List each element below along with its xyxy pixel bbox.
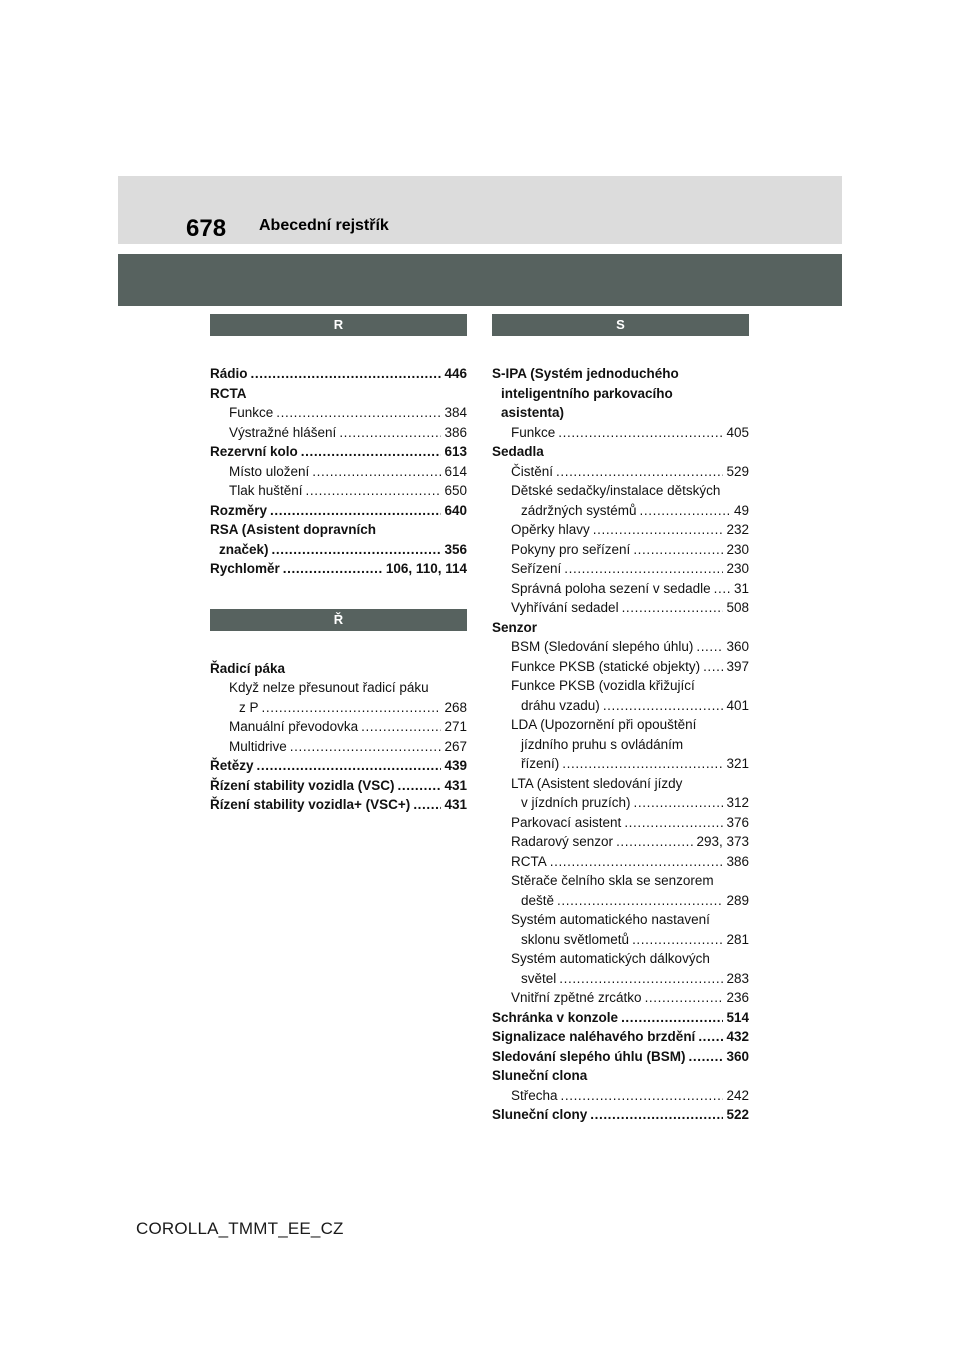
- index-entry-label: jízdního pruhu s ovládáním: [521, 736, 684, 752]
- index-entry: [492, 735, 749, 755]
- index-entry-page: 289: [726, 892, 749, 908]
- index-entry-label: Tlak huštění: [229, 483, 303, 498]
- index-entry-label: Multidrive: [229, 738, 287, 754]
- index-entry: [492, 949, 749, 969]
- index-entry: [210, 403, 467, 423]
- index-entry-page: 360: [726, 639, 749, 654]
- letter-heading: Ř: [210, 609, 467, 631]
- dot-leader: [559, 969, 723, 989]
- dot-leader: [593, 520, 724, 540]
- dot-leader: [622, 598, 724, 618]
- index-entry: [210, 364, 467, 384]
- index-entry-label: dráhu vzadu): [521, 697, 600, 713]
- index-entry-label: Rádio: [210, 366, 248, 381]
- index-entry-page: 432: [726, 1029, 749, 1044]
- index-entry-label: značek): [219, 541, 269, 557]
- dot-leader: [257, 756, 442, 776]
- index-entry: [210, 678, 467, 698]
- index-entry: [492, 813, 749, 833]
- index-entry-label: Sedadla: [492, 444, 544, 459]
- index-entry-page: 401: [726, 697, 749, 713]
- index-entry-label: RCTA: [511, 853, 547, 869]
- dot-leader: [276, 403, 441, 423]
- index-entry-page: 514: [726, 1009, 749, 1025]
- index-entry-label: Střecha: [511, 1087, 558, 1103]
- index-entry: [492, 774, 749, 794]
- index-entry-page: 271: [444, 719, 467, 734]
- index-entry: [210, 659, 467, 679]
- index-entry: [210, 384, 467, 404]
- index-entry-label: Rozměry: [210, 502, 268, 518]
- index-entry: [492, 1047, 749, 1067]
- index-entry: [492, 793, 749, 813]
- dot-leader: [556, 462, 723, 482]
- index-entry-page: 386: [444, 424, 467, 440]
- index-entry-label: Řízení stability vozidla+ (VSC+): [210, 797, 411, 812]
- index-entry-page: 232: [726, 522, 749, 537]
- index-entry-page: 386: [726, 853, 749, 869]
- index-entry: [492, 988, 749, 1008]
- dot-leader: [339, 423, 441, 443]
- index-entry-page: 356: [444, 541, 467, 557]
- index-entry: [492, 832, 749, 852]
- index-entry: [492, 520, 749, 540]
- index-entry-label: asistenta): [501, 405, 565, 420]
- index-entry-label: Výstražné hlášení: [229, 424, 337, 440]
- section-title: Abecední rejstřík: [259, 217, 389, 234]
- index-entry: [492, 657, 749, 677]
- index-entry-label: deště: [521, 892, 555, 908]
- index-entry: [210, 559, 467, 579]
- index-entry-label: Správná poloha sezení v sedadle: [511, 580, 711, 596]
- index-entry-label: Parkovací asistent: [511, 814, 622, 830]
- index-entry-page: 640: [444, 502, 467, 518]
- index-entry: [210, 423, 467, 443]
- dot-leader: [283, 559, 383, 579]
- index-entry-label: Vyhřívání sedadel: [511, 600, 619, 615]
- index-entry-page: 376: [726, 814, 749, 830]
- dot-leader: [558, 423, 723, 443]
- index-entry-label: Radarový senzor: [511, 834, 614, 849]
- index-entry-page: 522: [726, 1107, 749, 1122]
- index-entry-label: Čistění: [511, 463, 554, 479]
- dot-leader: [306, 481, 442, 501]
- index-entry-label: Seřízení: [511, 561, 562, 576]
- letter-heading: S: [492, 314, 749, 336]
- dot-leader: [645, 988, 724, 1008]
- letter-spacer: [210, 631, 467, 659]
- index-entry-page: 650: [444, 483, 467, 498]
- index-entry-label: Vnitřní zpětné zrcátko: [511, 990, 642, 1005]
- index-entry-label: Manuální převodovka: [229, 719, 359, 734]
- index-entry-label: LDA (Upozornění při opouštění: [511, 717, 697, 732]
- index-entry: [492, 423, 749, 443]
- index-entry-page: 268: [444, 699, 467, 715]
- index-entry-label: RCTA: [210, 385, 247, 401]
- index-entry-label: Signalizace naléhavého brzdění: [492, 1029, 696, 1044]
- index-entry-page: 439: [444, 758, 467, 773]
- index-entry: [210, 698, 467, 718]
- index-entry: [492, 930, 749, 950]
- index-entry: [492, 540, 749, 560]
- dot-leader: [714, 579, 731, 599]
- index-entry: [210, 717, 467, 737]
- index-entry-page: 446: [444, 366, 467, 381]
- dot-leader: [634, 793, 724, 813]
- dot-leader: [640, 501, 731, 521]
- index-entry: [492, 462, 749, 482]
- index-entry: [210, 756, 467, 776]
- header-dark-band: [118, 254, 842, 306]
- dot-leader: [398, 776, 442, 796]
- index-entry: [492, 1066, 749, 1086]
- index-entry: [210, 520, 467, 540]
- index-column-left: [210, 314, 467, 815]
- index-entry-page: 405: [726, 424, 749, 440]
- dot-leader: [621, 1008, 723, 1028]
- index-entry-label: Sluneční clona: [492, 1068, 588, 1083]
- index-column-right: [492, 314, 749, 1125]
- index-entry-label: Schránka v konzole: [492, 1009, 619, 1025]
- dot-leader: [290, 737, 442, 757]
- dot-leader: [550, 852, 724, 872]
- index-entry-label: řízení): [521, 756, 560, 771]
- index-entry-label: světel: [521, 970, 557, 986]
- index-entry: [492, 1105, 749, 1125]
- dot-leader: [703, 657, 723, 677]
- dot-leader: [251, 364, 442, 384]
- index-entry: [492, 481, 749, 501]
- dot-leader: [564, 559, 723, 579]
- dot-leader: [561, 1086, 724, 1106]
- index-entry-page: 613: [444, 444, 467, 459]
- index-entry-label: Funkce: [511, 424, 556, 440]
- index-entry-page: 614: [444, 463, 467, 479]
- index-entry-page: 384: [444, 405, 467, 420]
- index-entry-label: Opěrky hlavy: [511, 522, 590, 537]
- dot-leader: [632, 930, 723, 950]
- index-entry: [492, 969, 749, 989]
- index-entry: [210, 795, 467, 815]
- dot-leader: [590, 1105, 723, 1125]
- index-entry-label: Stěrače čelního skla se senzorem: [511, 873, 714, 888]
- index-entry-label: Systém automatického nastavení: [511, 912, 710, 927]
- letter-spacer: [492, 336, 749, 364]
- index-entry-label: Řadicí páka: [210, 660, 286, 676]
- index-entry-label: Rychloměr: [210, 561, 280, 576]
- index-entry-label: Sluneční clony: [492, 1107, 588, 1122]
- dot-leader: [698, 1027, 723, 1047]
- dot-leader: [270, 501, 441, 521]
- index-entry: [492, 1008, 749, 1028]
- index-entry-label: Řízení stability vozidla (VSC): [210, 777, 395, 793]
- dot-leader: [312, 462, 441, 482]
- dot-leader: [301, 442, 442, 462]
- dot-leader: [603, 696, 724, 716]
- index-entry: [210, 442, 467, 462]
- index-entry: [492, 871, 749, 891]
- dot-leader: [624, 813, 723, 833]
- index-entry-label: inteligentního parkovacího: [501, 385, 673, 401]
- index-entry-label: Funkce PKSB (statické objekty): [511, 658, 701, 674]
- index-entry-page: 397: [726, 658, 749, 674]
- index-entry-label: zádržných systémů: [521, 502, 637, 518]
- index-entry-page: 529: [726, 463, 749, 479]
- page-number: 678: [186, 215, 227, 242]
- index-entry-page: 321: [726, 756, 749, 771]
- dot-leader: [413, 795, 441, 815]
- footer-model-code: COROLLA_TMMT_EE_CZ: [136, 1219, 344, 1238]
- dot-leader: [633, 540, 723, 560]
- index-entry: [492, 442, 749, 462]
- index-entry-label: Rezervní kolo: [210, 444, 298, 459]
- index-entry-page: 242: [726, 1087, 749, 1103]
- index-entry: [492, 403, 749, 423]
- index-entry: [210, 481, 467, 501]
- index-entry: [492, 891, 749, 911]
- index-entry: [492, 637, 749, 657]
- index-entry-page: 236: [726, 990, 749, 1005]
- index-entry: [492, 1027, 749, 1047]
- index-entry: [492, 559, 749, 579]
- dot-leader: [696, 637, 723, 657]
- index-entry-label: Sledování slepého úhlu (BSM): [492, 1048, 686, 1064]
- index-entry-label: sklonu světlometů: [521, 931, 630, 947]
- dot-leader: [262, 698, 442, 718]
- index-entry-page: 230: [726, 541, 749, 557]
- index-entry: [492, 579, 749, 599]
- header-band: [118, 176, 842, 244]
- index-entry: [492, 618, 749, 638]
- index-entry-page: 31: [733, 580, 749, 596]
- index-entry-label: RSA (Asistent dopravních: [210, 522, 377, 537]
- dot-leader: [557, 891, 723, 911]
- index-entry-page: 230: [726, 561, 749, 576]
- index-entry-page: 281: [726, 931, 749, 947]
- index-entry-label: z P: [239, 699, 259, 715]
- index-entry: [492, 598, 749, 618]
- index-entry: [492, 364, 749, 384]
- index-entry-label: BSM (Sledování slepého úhlu): [511, 639, 694, 654]
- index-entry-label: Když nelze přesunout řadicí páku: [229, 680, 429, 695]
- index-entry-label: Dětské sedačky/instalace dětských: [511, 483, 721, 498]
- index-entry: [492, 1086, 749, 1106]
- index-entry-page: 49: [733, 502, 749, 518]
- index-entry-label: Funkce PKSB (vozidla křižující: [511, 678, 695, 693]
- index-entry-label: LTA (Asistent sledování jízdy: [511, 775, 683, 791]
- index-entry: [210, 776, 467, 796]
- index-entry-label: Pokyny pro seřízení: [511, 541, 631, 557]
- index-entry-label: Řetězy: [210, 758, 254, 773]
- index-entry: [210, 462, 467, 482]
- dot-leader: [361, 717, 441, 737]
- index-entry: [492, 852, 749, 872]
- index-entry-page: 283: [726, 970, 749, 986]
- letter-spacer: [210, 336, 467, 364]
- dot-leader: [562, 754, 723, 774]
- index-entry-page: 312: [726, 795, 749, 810]
- index-entry-label: S-IPA (Systém jednoduchého: [492, 366, 679, 381]
- index-entry: [210, 737, 467, 757]
- index-entry-page: 293, 373: [696, 834, 749, 849]
- index-entry-page: 106, 110, 114: [385, 561, 467, 576]
- index-entry-page: 360: [726, 1048, 749, 1064]
- index-entry-page: 508: [726, 600, 749, 615]
- index-entry-label: Senzor: [492, 619, 538, 635]
- index-entry: [210, 540, 467, 560]
- index-entry: [210, 501, 467, 521]
- index-entry: [492, 754, 749, 774]
- index-entry: [492, 696, 749, 716]
- dot-leader: [689, 1047, 724, 1067]
- index-entry: [492, 384, 749, 404]
- dot-leader: [272, 540, 442, 560]
- letter-heading: R: [210, 314, 467, 336]
- index-entry: [492, 501, 749, 521]
- index-entry-page: 267: [444, 738, 467, 754]
- index-entry-label: Systém automatických dálkových: [511, 951, 710, 966]
- index-entry: [492, 910, 749, 930]
- index-entry: [492, 715, 749, 735]
- index-entry-page: 431: [444, 777, 467, 793]
- index-entry-label: Místo uložení: [229, 463, 310, 479]
- index-entry-label: v jízdních pruzích): [521, 795, 631, 810]
- dot-leader: [616, 832, 693, 852]
- index-entry: [492, 676, 749, 696]
- index-entry-label: Funkce: [229, 405, 274, 420]
- group-spacer: [210, 579, 467, 609]
- index-entry-page: 431: [444, 797, 467, 812]
